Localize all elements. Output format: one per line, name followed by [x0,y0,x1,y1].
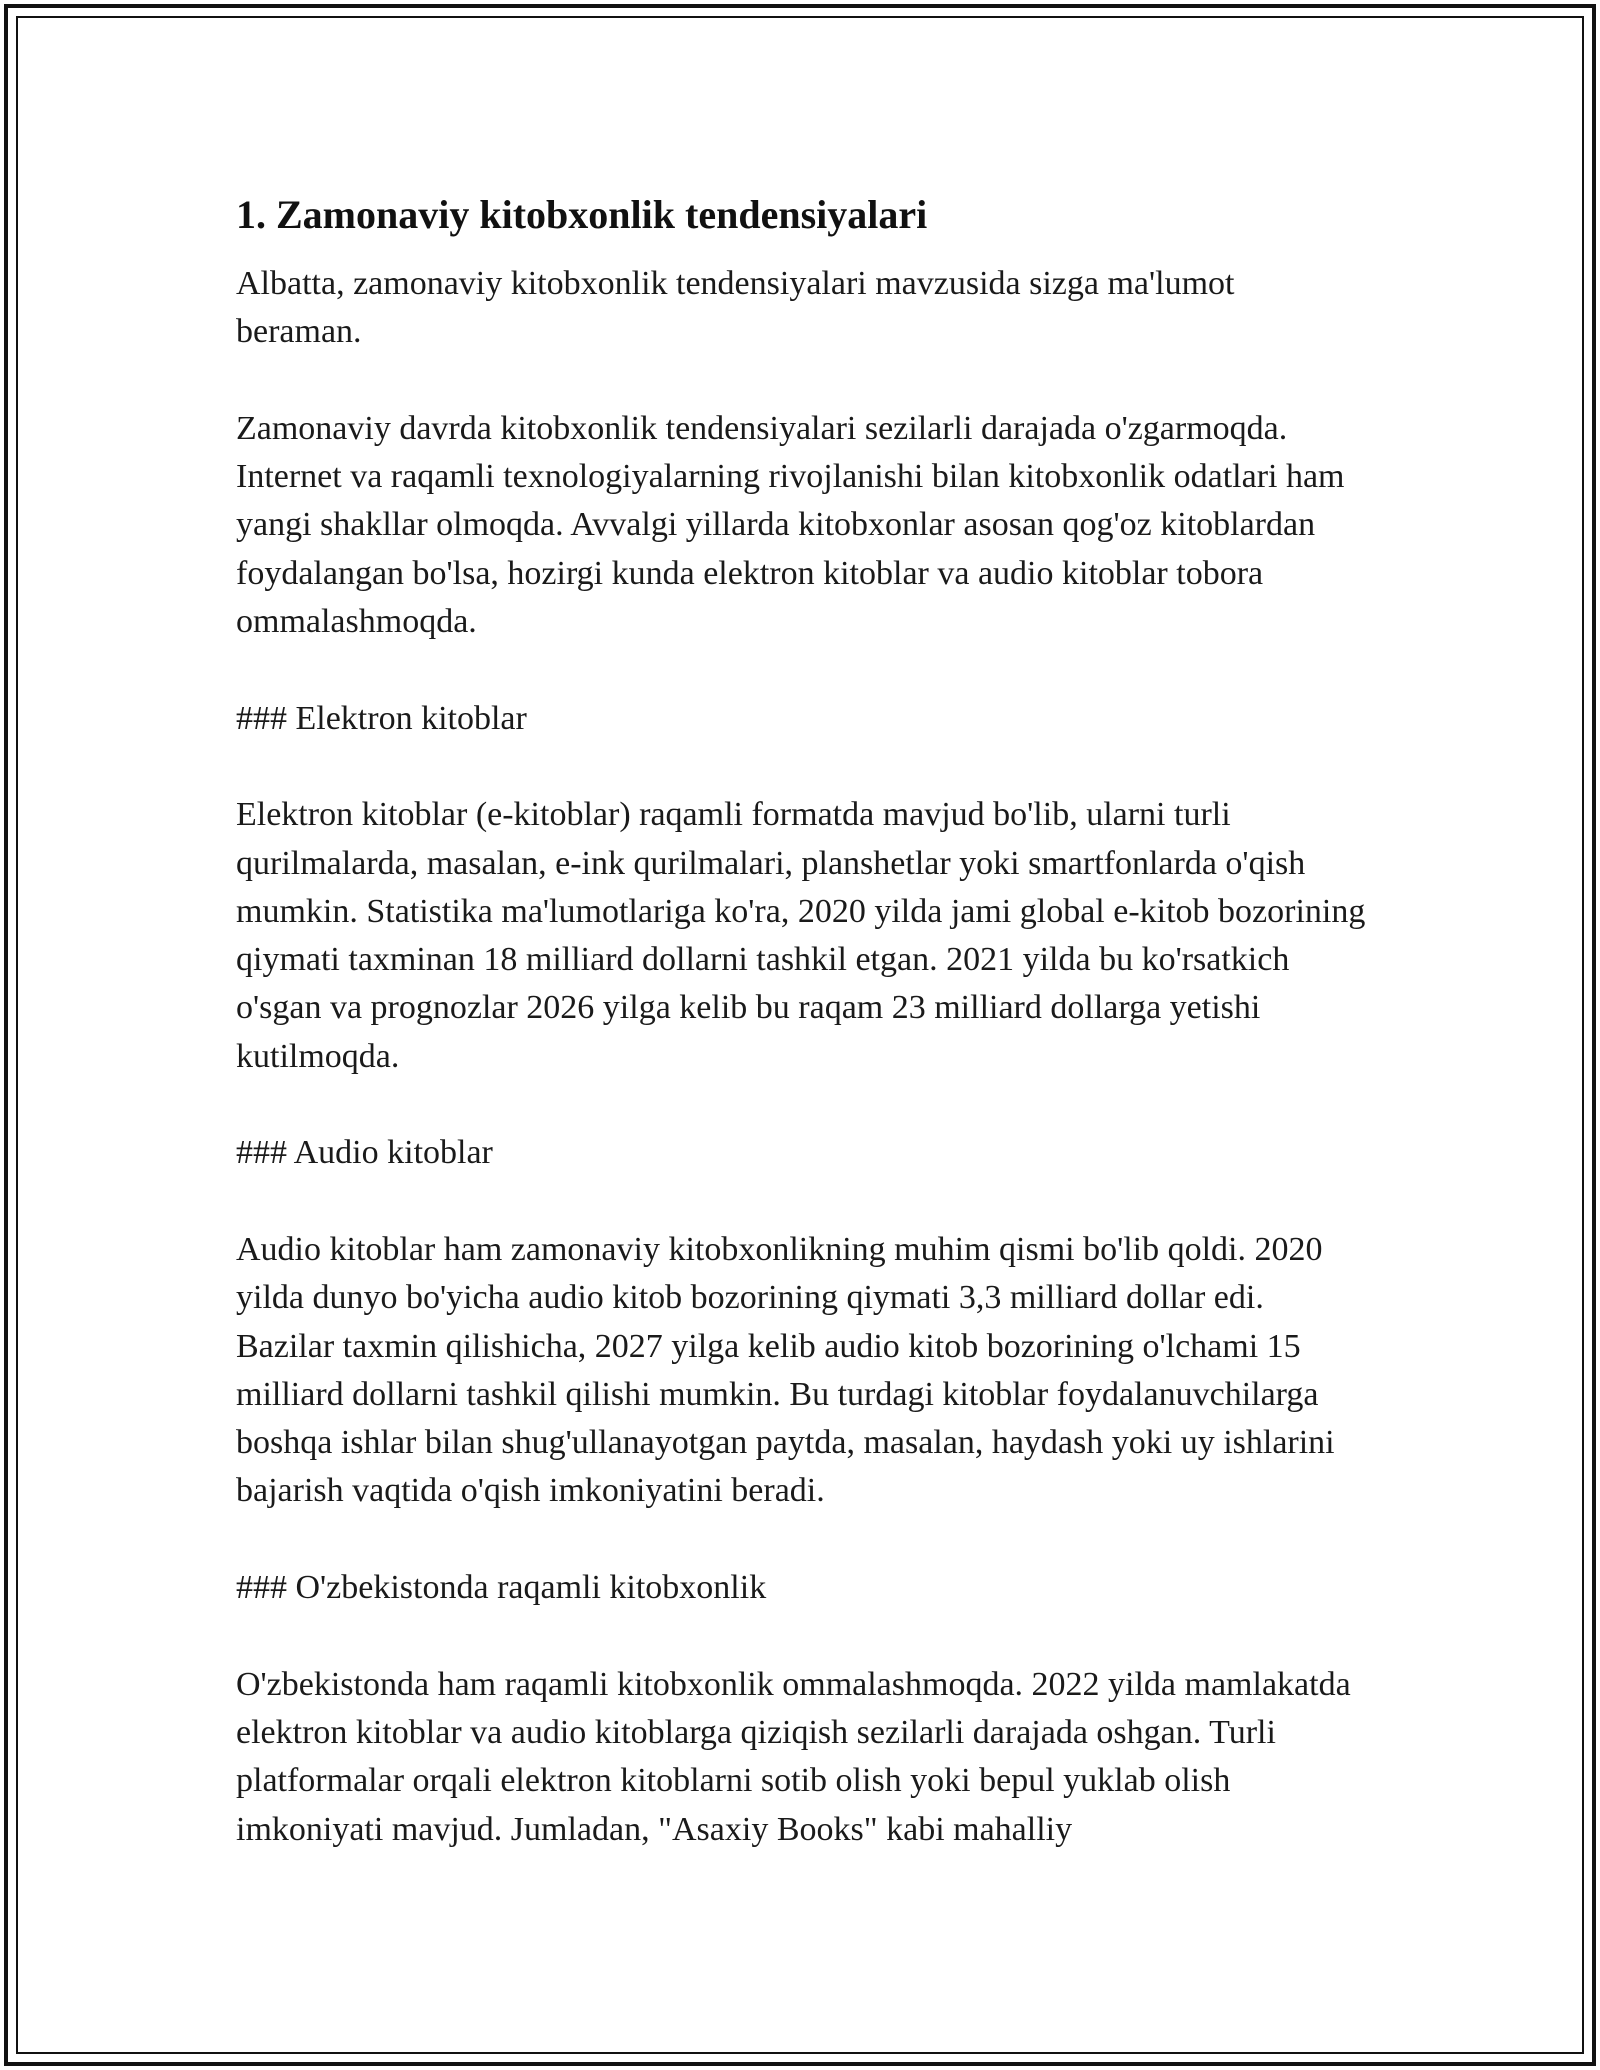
paragraph-gap [236,1612,1366,1660]
uzbekistan-paragraph: O'zbekistonda ham raqamli kitobxonlik ommalashmoqda. 2022 yilda mamlakatda elektron kitoblar va audio kitoblarga qiziqish sezilarli darajada oshgan. Turli platformalar orqali elektron kitoblarni sotib olish yoki bepul yuklab olish imkoniyati mavjud. Jumladan, "Asaxiy Books" kabi mahalliy [236,1665,1351,1848]
document-body [236,188,1366,1854]
paragraph-gap [236,357,1366,405]
intro-paragraph: Albatta, zamonaviy kitobxonlik tendensiyalari mavzusida sizga ma'lumot beraman. [236,265,1235,351]
paragraph-gap [236,743,1366,791]
overview-paragraph: Zamonaviy davrda kitobxonlik tendensiyalari sezilarli darajada o'zgarmoqda. Internet va raqamli texnologiyalarning rivojlanishi bilan kitobxonlik odatlari ham yangi shakllar olmoqda. Avvalgi yillarda kitobxonlar asosan qog'oz kitoblardan foydalangan bo'lsa, hozirgi kunda elektron kitoblar va audio kitoblar tobora ommalashmoqda. [236,409,1345,641]
paragraph-gap [236,646,1366,694]
audiobooks-paragraph: Audio kitoblar ham zamonaviy kitobxonlikning muhim qismi bo'lib qoldi. 2020 yilda dunyo bo'yicha audio kitob bozorining qiymati 3,3 milliard dollar edi. Bazilar taxmin qilishicha, 2027 yilga kelib audio kitob bozorining o'lchami 15 milliard dollarni tashkil qilishi mumkin. Bu turdagi kitoblar foydalanuvchilarga boshqa ishlar bilan shug'ullanayotgan paytda, masalan, haydash yoki uy ishlarini bajarish vaqtida o'qish imkoniyatini beradi. [236,1230,1335,1510]
subheading-audiobooks: ### Audio kitoblar [236,1134,493,1172]
ebooks-paragraph: Elektron kitoblar (e-kitoblar) raqamli formatda mavjud bo'lib, ularni turli qurilmalarda, masalan, e-ink qurilmalari, planshetlar yoki smartfonlarda o'qish mumkin. Statistika ma'lumotlariga ko'ra, 2020 yilda jami global e-kitob bozorining qiymati taxminan 18 milliard dollarni tashkil etgan. 2021 yilda bu ko'rsatkich o'sgan va prognozlar 2026 yilga kelib bu raqam 23 milliard dollarga yetishi kutilmoqda. [236,796,1366,1075]
paragraph-gap [236,1516,1366,1564]
paragraph-gap [236,1081,1366,1129]
subheading-ebooks: ### Elektron kitoblar [236,699,527,737]
section-heading: 1. Zamonaviy kitobxonlik tendensiyalari [236,192,928,237]
subheading-uzbekistan: ### O'zbekistonda raqamli kitobxonlik [236,1569,767,1607]
paragraph-gap [236,1178,1366,1226]
